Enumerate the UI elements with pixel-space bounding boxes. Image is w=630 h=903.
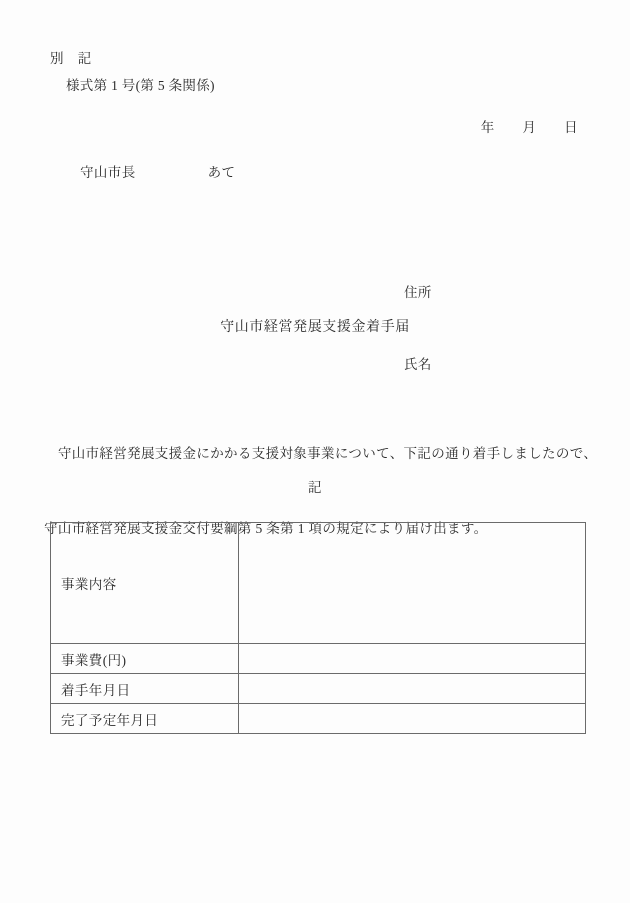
table-row [51, 644, 586, 674]
applicant-name-label: 氏名 [404, 357, 432, 372]
table-row [51, 674, 586, 704]
addressee-name: 守山市長 [80, 165, 136, 180]
date-line: 年 月 日 [480, 120, 578, 135]
table-row [51, 523, 586, 644]
entry-table [50, 522, 586, 734]
body-line-1: 守山市経営発展支援金にかかる支援対象事業について、下記の通り着手しましたので、 [44, 446, 598, 461]
row-label-start-date: 着手年月日 [51, 674, 239, 704]
table-row [51, 704, 586, 734]
ki-marker: 記 [308, 480, 322, 495]
row-label-business-cost: 事業費(円) [51, 644, 239, 674]
row-value-expected-completion-date[interactable] [239, 704, 586, 734]
page-title: 守山市経営発展支援金着手届 [220, 320, 410, 335]
appendix-label: 別 記 [50, 51, 92, 66]
row-label-business-content: 事業内容 [51, 523, 239, 644]
row-value-business-cost[interactable] [239, 644, 586, 674]
form-number-label: 様式第 1 号(第 5 条関係) [66, 78, 215, 93]
row-value-business-content[interactable] [239, 523, 586, 644]
addressee-suffix: あて [207, 165, 236, 180]
addressee-line [80, 166, 235, 180]
row-value-start-date[interactable] [239, 674, 586, 704]
row-label-expected-completion-date: 完了予定年月日 [51, 704, 239, 734]
applicant-address-label: 住所 [404, 285, 432, 300]
body-line-2: 守山市経営発展支援金交付要綱第 5 条第 1 項の規定により届け出ます。 [44, 521, 488, 536]
